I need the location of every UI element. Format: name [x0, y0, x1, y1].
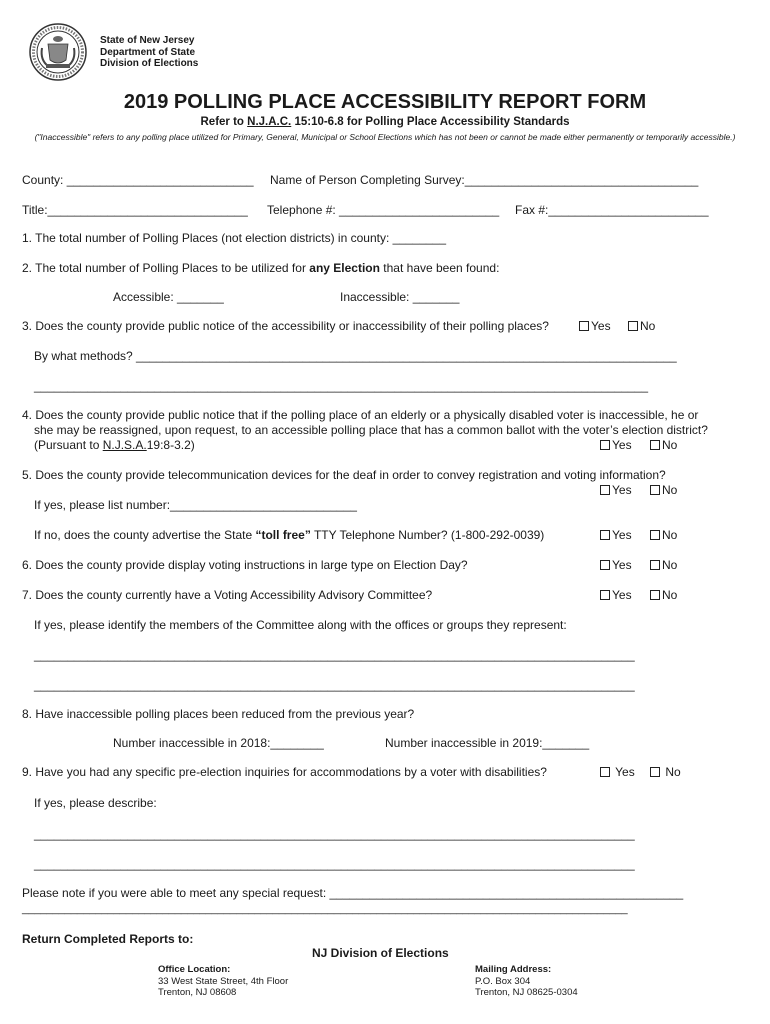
q5-no-option[interactable]	[650, 483, 677, 497]
q2-post: that have been found:	[379, 261, 500, 275]
special-request-field[interactable]: Please note if you were able to meet any special request: _____________________________________________________	[22, 886, 684, 900]
office-label: Office Location:	[158, 964, 231, 975]
q6-yes-checkbox[interactable]	[600, 560, 610, 570]
q4-citation: N.J.S.A.	[102, 438, 147, 452]
q5-no-checkbox[interactable]	[650, 485, 660, 495]
mailing-address-block	[475, 964, 578, 999]
q7-no-checkbox[interactable]	[650, 590, 660, 600]
q2-bold: any Election	[309, 261, 380, 275]
q8-2019-field[interactable]: Number inaccessible in 2019:_______	[385, 736, 590, 750]
q5-tty-post: TTY Telephone Number? (1-800-292-0039)	[310, 528, 545, 542]
q3-yes-option[interactable]	[579, 319, 611, 333]
q9-no-option[interactable]	[650, 765, 681, 779]
q9-no-checkbox[interactable]	[650, 767, 660, 777]
q6-no-label: No	[662, 558, 678, 572]
q6-yes-option[interactable]	[600, 558, 632, 572]
q3-no-label: No	[640, 319, 656, 333]
office-line1: 33 West State Street, 4th Floor	[158, 975, 289, 987]
q9-describe-line2[interactable]: __________________________________________________________________________________________	[34, 857, 635, 871]
q3-no-checkbox[interactable]	[628, 321, 638, 331]
q6-no-option[interactable]	[650, 558, 677, 572]
q9-yes-option[interactable]	[600, 765, 635, 779]
q3-yes-checkbox[interactable]	[579, 321, 589, 331]
q7-yes-option[interactable]	[600, 588, 632, 602]
refer-citation: N.J.A.C.	[247, 116, 292, 128]
methods-field[interactable]: By what methods? _________________________________________________________________________________	[34, 349, 677, 363]
q7-members-line1[interactable]: __________________________________________________________________________________________	[34, 648, 635, 662]
q4-yes-checkbox[interactable]	[600, 440, 610, 450]
q8-text: 8. Have inaccessible polling places been reduced from the previous year?	[22, 707, 415, 721]
q9-text: 9. Have you had any specific pre-election inquiries for accommodations by a voter with disabilities?	[22, 765, 547, 779]
q5-yes-label: Yes	[612, 483, 632, 497]
q4-no-checkbox[interactable]	[650, 440, 660, 450]
q5-tty-pre: If no, does the county advertise the State	[34, 528, 256, 542]
q4-pursuant-pre: (Pursuant to	[34, 438, 103, 452]
q2-text	[22, 261, 499, 275]
refer-suffix: 15:10-6.8 for Polling Place Accessibility Standards	[291, 116, 570, 128]
q4-no-option[interactable]	[650, 438, 677, 452]
office-line2: Trenton, NJ 08608	[158, 987, 237, 998]
q4-yes-label: Yes	[612, 438, 632, 452]
refer-line	[0, 116, 770, 128]
refer-prefix: Refer to	[200, 116, 248, 128]
q9-no-label: No	[662, 765, 681, 779]
q4-line1: 4. Does the county provide public notice that if the polling place of an elderly or a physically disabled voter is inaccessible, he or	[22, 408, 699, 422]
state-seal-icon	[28, 22, 88, 82]
inaccessible-note: ("Inaccessible" refers to any polling place utilized for Primary, General, Municipal or School Elections which has not been or cannot be made either permanently or temporarily accessible.)	[34, 132, 736, 142]
inaccessible-field[interactable]: Inaccessible: _______	[340, 290, 460, 304]
q4-pursuant-post: 19:8-3.2)	[146, 438, 195, 452]
q8-2018-field[interactable]: Number inaccessible in 2018:________	[113, 736, 324, 750]
q7-members-text: If yes, please identify the members of the Committee along with the offices or groups they represent:	[34, 618, 567, 632]
q6-no-checkbox[interactable]	[650, 560, 660, 570]
q5-tty-no-option[interactable]	[650, 528, 677, 542]
methods-field-line2[interactable]: ____________________________________________________________________________________________	[34, 379, 648, 393]
q3-yes-label: Yes	[591, 319, 611, 333]
mail-line2: Trenton, NJ 08625-0304	[475, 987, 578, 998]
q5-tty-text	[34, 528, 544, 542]
q5-text: 5. Does the county provide telecommunication devices for the deaf in order to convey registration and voting information?	[22, 468, 666, 482]
q7-no-label: No	[662, 588, 678, 602]
return-reports-heading: Return Completed Reports to:	[22, 932, 194, 946]
q7-text: 7. Does the county currently have a Voting Accessibility Advisory Committee?	[22, 588, 433, 602]
q2-pre: 2. The total number of Polling Places to be utilized for	[22, 261, 310, 275]
q4-no-label: No	[662, 438, 678, 452]
office-location-block	[158, 964, 288, 999]
accessible-field[interactable]: Accessible: _______	[113, 290, 224, 304]
q3-text: 3. Does the county provide public notice of the accessibility or inaccessibility of their polling places?	[22, 319, 549, 333]
special-request-line2[interactable]: ___________________________________________________________________________________________________	[22, 903, 628, 915]
q7-no-option[interactable]	[650, 588, 677, 602]
q3-no-option[interactable]	[628, 319, 655, 333]
q5-no-label: No	[662, 483, 678, 497]
q1-text: 1. The total number of Polling Places (not election districts) in county: ________	[22, 231, 447, 245]
agency-department: Department of State	[100, 46, 196, 58]
mail-line1: P.O. Box 304	[475, 975, 531, 987]
agency-division: Division of Elections	[100, 58, 199, 69]
name-person-field[interactable]: Name of Person Completing Survey:___________________________________	[270, 173, 699, 187]
q5-tty-yes-checkbox[interactable]	[600, 530, 610, 540]
q5-yes-option[interactable]	[600, 483, 632, 497]
q5-tty-bold: “toll free”	[255, 528, 311, 542]
q9-describe-line1[interactable]: __________________________________________________________________________________________	[34, 827, 635, 841]
agency-state: State of New Jersey	[100, 35, 195, 46]
q9-yes-checkbox[interactable]	[600, 767, 610, 777]
q5-list-field[interactable]: If yes, please list number:____________________________	[34, 498, 357, 512]
q9-yes-label: Yes	[612, 765, 635, 779]
q6-text: 6. Does the county provide display voting instructions in large type on Election Day?	[22, 558, 468, 572]
q5-tty-no-label: No	[662, 528, 678, 542]
q6-yes-label: Yes	[612, 558, 632, 572]
mail-label: Mailing Address:	[475, 964, 552, 975]
fax-field[interactable]: Fax #:________________________	[515, 203, 709, 217]
q5-yes-checkbox[interactable]	[600, 485, 610, 495]
agency-block	[100, 35, 198, 70]
telephone-field[interactable]: Telephone #: ________________________	[267, 203, 500, 217]
q9-describe-text: If yes, please describe:	[34, 796, 157, 810]
q5-tty-no-checkbox[interactable]	[650, 530, 660, 540]
q7-yes-checkbox[interactable]	[600, 590, 610, 600]
q4-yes-option[interactable]	[600, 438, 632, 452]
form-title: 2019 POLLING PLACE ACCESSIBILITY REPORT FORM	[123, 91, 647, 113]
q7-yes-label: Yes	[612, 588, 632, 602]
county-field[interactable]: County: ____________________________	[22, 173, 254, 187]
q5-tty-yes-label: Yes	[612, 528, 632, 542]
q4-line3	[34, 438, 195, 452]
division-name: NJ Division of Elections	[312, 946, 449, 960]
q4-line2: she may be reassigned, upon request, to an accessible polling place that has a common ballot with the voter’s election district?	[34, 423, 708, 437]
q7-members-line2[interactable]: __________________________________________________________________________________________	[34, 678, 635, 692]
q5-tty-yes-option[interactable]	[600, 528, 632, 542]
title-field[interactable]: Title:______________________________	[22, 203, 248, 217]
